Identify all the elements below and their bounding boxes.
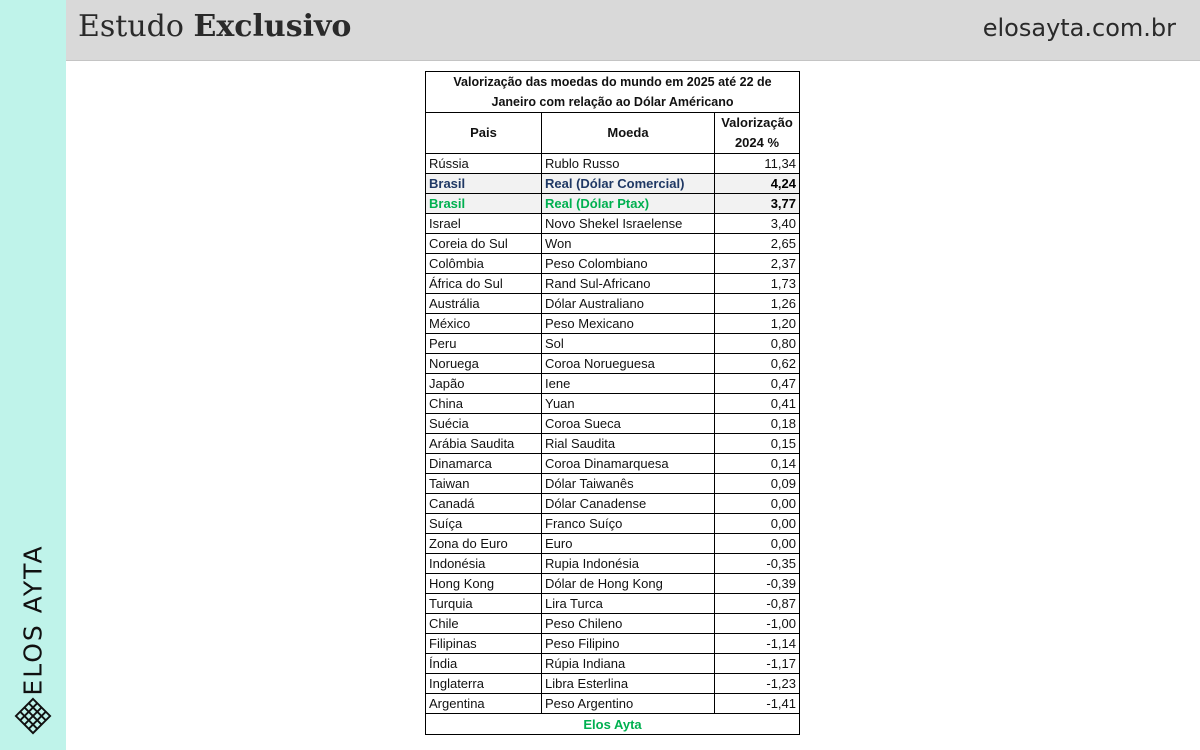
country-cell: Japão [426, 374, 542, 394]
country-cell: Hong Kong [426, 574, 542, 594]
country-cell: Filipinas [426, 634, 542, 654]
value-cell: 2,65 [715, 234, 800, 254]
table-row [426, 434, 800, 454]
country-cell: África do Sul [426, 274, 542, 294]
value-cell: 4,24 [715, 174, 800, 194]
table-row [426, 454, 800, 474]
currency-cell: Dólar de Hong Kong [542, 574, 715, 594]
table-row [426, 234, 800, 254]
table-body [426, 154, 800, 714]
country-cell: Turquia [426, 594, 542, 614]
country-cell: Suíça [426, 514, 542, 534]
currency-cell: Real (Dólar Comercial) [542, 174, 715, 194]
currency-cell: Coroa Norueguesa [542, 354, 715, 374]
currency-cell: Dólar Canadense [542, 494, 715, 514]
country-cell: Noruega [426, 354, 542, 374]
table-row [426, 674, 800, 694]
table-row [426, 374, 800, 394]
value-cell: -0,39 [715, 574, 800, 594]
table-row [426, 354, 800, 374]
currency-cell: Peso Mexicano [542, 314, 715, 334]
currency-cell: Rial Saudita [542, 434, 715, 454]
value-cell: -1,17 [715, 654, 800, 674]
value-cell: 0,62 [715, 354, 800, 374]
value-cell: 3,77 [715, 194, 800, 214]
table-row [426, 154, 800, 174]
value-cell: 0,00 [715, 494, 800, 514]
table-row [426, 594, 800, 614]
value-cell: -0,87 [715, 594, 800, 614]
value-cell: 0,09 [715, 474, 800, 494]
value-cell: 2,37 [715, 254, 800, 274]
currency-cell: Coroa Sueca [542, 414, 715, 434]
sidebar [0, 0, 66, 750]
table-title-row [426, 72, 800, 113]
table-title: Valorização das moedas do mundo em 2025 até 22 de Janeiro com relação ao Dólar Américano [426, 72, 800, 113]
value-cell: 0,15 [715, 434, 800, 454]
value-cell: 1,73 [715, 274, 800, 294]
value-cell: -1,41 [715, 694, 800, 714]
table-footer-row [426, 714, 800, 735]
brand-name: ELOS AYTA [18, 544, 48, 696]
currency-cell: Euro [542, 534, 715, 554]
table-row [426, 534, 800, 554]
value-cell: 0,14 [715, 454, 800, 474]
value-cell: 0,47 [715, 374, 800, 394]
table-row [426, 254, 800, 274]
value-cell: 0,80 [715, 334, 800, 354]
table-row [426, 414, 800, 434]
currency-cell: Sol [542, 334, 715, 354]
currency-cell: Peso Chileno [542, 614, 715, 634]
table-row [426, 194, 800, 214]
country-cell: Peru [426, 334, 542, 354]
country-cell: China [426, 394, 542, 414]
table-header-row [426, 113, 800, 154]
value-cell: 0,00 [715, 514, 800, 534]
value-cell: -1,14 [715, 634, 800, 654]
country-cell: México [426, 314, 542, 334]
table-row [426, 174, 800, 194]
country-cell: Dinamarca [426, 454, 542, 474]
table-row [426, 294, 800, 314]
currency-table [425, 71, 800, 735]
value-cell: 0,00 [715, 534, 800, 554]
table-row [426, 654, 800, 674]
currency-cell: Won [542, 234, 715, 254]
col-header-currency: Moeda [542, 113, 715, 154]
currency-cell: Coroa Dinamarquesa [542, 454, 715, 474]
value-cell: 1,20 [715, 314, 800, 334]
table-row [426, 474, 800, 494]
table-row [426, 214, 800, 234]
col-header-country: Pais [426, 113, 542, 154]
table-row [426, 494, 800, 514]
currency-cell: Dólar Taiwanês [542, 474, 715, 494]
country-cell: Chile [426, 614, 542, 634]
currency-cell: Lira Turca [542, 594, 715, 614]
value-cell: 0,18 [715, 414, 800, 434]
value-cell: 1,26 [715, 294, 800, 314]
country-cell: Índia [426, 654, 542, 674]
currency-cell: Rupia Indonésia [542, 554, 715, 574]
currency-cell: Rand Sul-Africano [542, 274, 715, 294]
currency-cell: Real (Dólar Ptax) [542, 194, 715, 214]
table-row [426, 394, 800, 414]
value-cell: -1,23 [715, 674, 800, 694]
table-row [426, 514, 800, 534]
table-row [426, 334, 800, 354]
value-cell: -1,00 [715, 614, 800, 634]
country-cell: Argentina [426, 694, 542, 714]
title-bold: Exclusivo [193, 9, 352, 44]
value-cell: 0,41 [715, 394, 800, 414]
table-row [426, 694, 800, 714]
currency-cell: Yuan [542, 394, 715, 414]
country-cell: Austrália [426, 294, 542, 314]
country-cell: Colômbia [426, 254, 542, 274]
country-cell: Canadá [426, 494, 542, 514]
col-header-value: Valorização 2024 % [715, 113, 800, 154]
currency-cell: Dólar Australiano [542, 294, 715, 314]
page-title [78, 9, 351, 44]
title-light: Estudo [78, 9, 184, 44]
country-cell: Israel [426, 214, 542, 234]
table-row [426, 274, 800, 294]
value-cell: 11,34 [715, 154, 800, 174]
table-row [426, 554, 800, 574]
country-cell: Brasil [426, 174, 542, 194]
country-cell: Arábia Saudita [426, 434, 542, 454]
value-cell: 3,40 [715, 214, 800, 234]
table-footer: Elos Ayta [426, 714, 800, 735]
currency-cell: Rublo Russo [542, 154, 715, 174]
country-cell: Suécia [426, 414, 542, 434]
currency-cell: Franco Suíço [542, 514, 715, 534]
table-row [426, 314, 800, 334]
currency-cell: Peso Filipino [542, 634, 715, 654]
country-cell: Coreia do Sul [426, 234, 542, 254]
table-row [426, 634, 800, 654]
currency-cell: Iene [542, 374, 715, 394]
table-row [426, 574, 800, 594]
country-cell: Brasil [426, 194, 542, 214]
currency-table-container [425, 71, 799, 735]
diamond-lattice-icon [14, 697, 52, 735]
country-cell: Rússia [426, 154, 542, 174]
table-row [426, 614, 800, 634]
currency-cell: Novo Shekel Israelense [542, 214, 715, 234]
currency-cell: Rúpia Indiana [542, 654, 715, 674]
currency-cell: Libra Esterlina [542, 674, 715, 694]
currency-cell: Peso Colombiano [542, 254, 715, 274]
country-cell: Inglaterra [426, 674, 542, 694]
country-cell: Taiwan [426, 474, 542, 494]
site-url: elosayta.com.br [982, 14, 1176, 42]
currency-cell: Peso Argentino [542, 694, 715, 714]
country-cell: Zona do Euro [426, 534, 542, 554]
header-bar [66, 0, 1200, 61]
value-cell: -0,35 [715, 554, 800, 574]
country-cell: Indonésia [426, 554, 542, 574]
